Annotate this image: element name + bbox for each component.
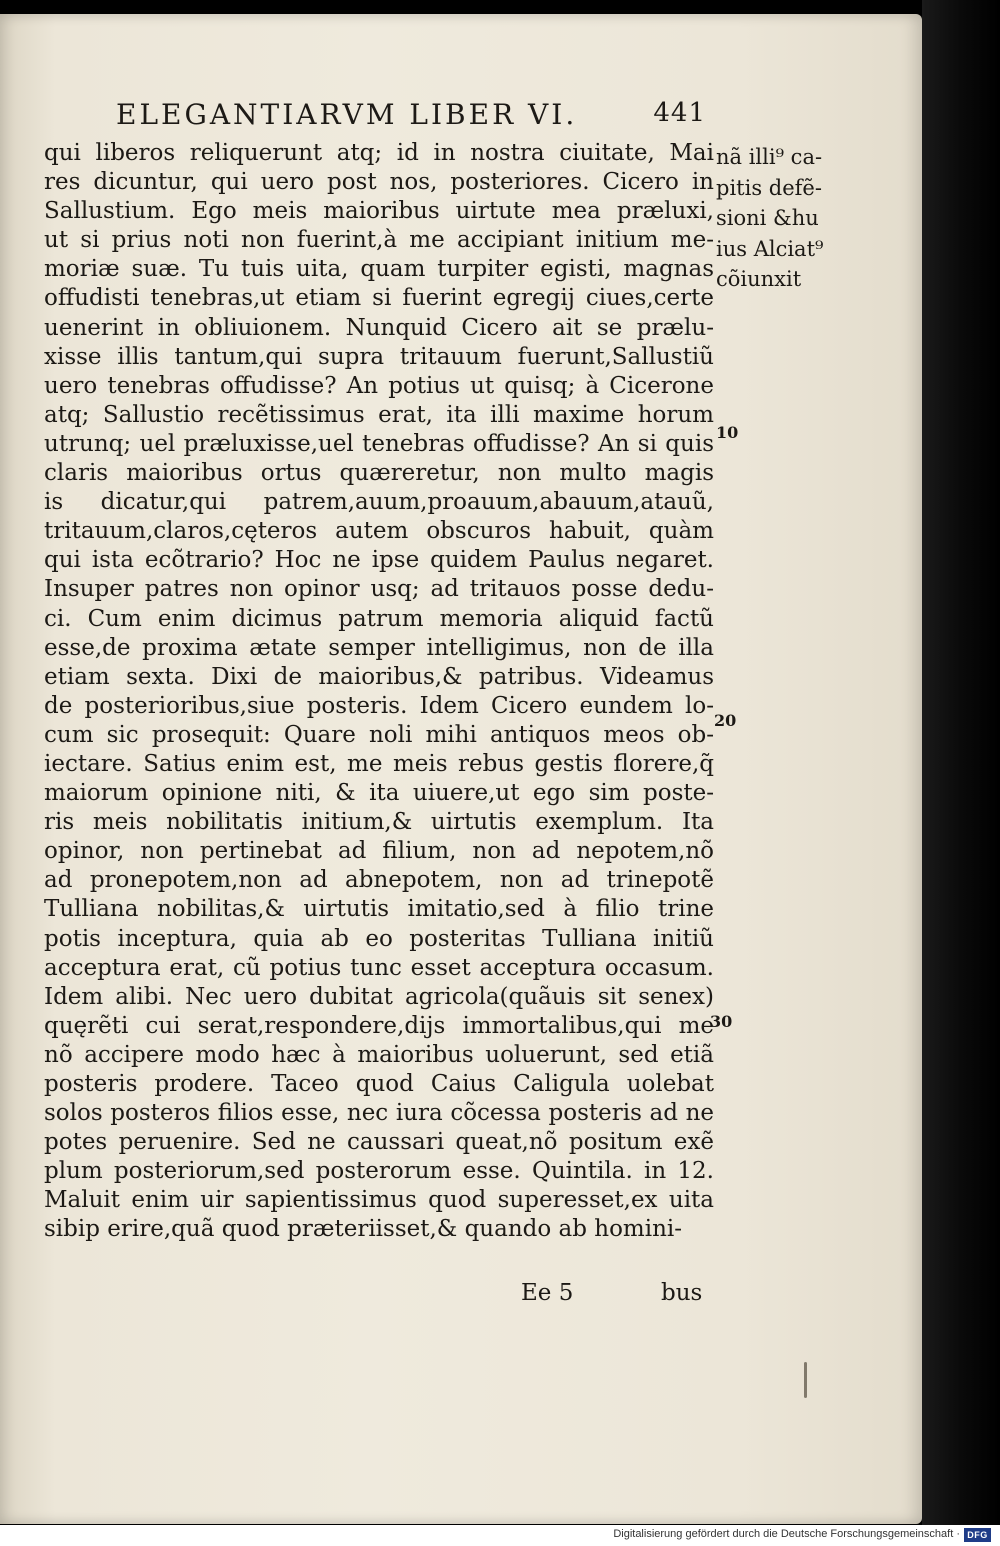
text-line: solos posteros filios esse, nec iura cõcessa posteris ad ne: [44, 1100, 714, 1127]
margin-note-line: pitis defẽ-: [716, 175, 822, 200]
text-line: iectare. Satius enim est, me meis rebus gestis florere,q̃: [44, 750, 714, 777]
text-line: Idem alibi. Nec uero dubitat agricola(quãuis sit senex): [44, 983, 714, 1010]
line-number-30: 30: [710, 1012, 733, 1031]
text-line: Sallustium. Ego meis maioribus uirtute mea præluxi,: [44, 198, 714, 225]
margin-note-line: cõiunxit: [716, 267, 802, 291]
text-line: de posterioribus,siue posteris. Idem Cicero eundem lo-: [44, 692, 714, 719]
line-number-20: 20: [714, 711, 737, 730]
book-edge-shadow: [922, 0, 1000, 1525]
text-line: atq; Sallustio recẽtissimus erat, ita illi maxime horum: [44, 401, 714, 428]
catchword: bus: [661, 1280, 703, 1306]
text-line: plum posteriorum,sed posterorum esse. Quintila. in 12.: [44, 1158, 714, 1185]
text-line: potis inceptura, quia ab eo posteritas Tulliana initiũ: [44, 925, 714, 952]
text-line: potes peruenire. Sed ne caussari queat,nõ positum exẽ: [44, 1129, 714, 1156]
text-line: posteris prodere. Taceo quod Caius Caligula uolebat: [44, 1071, 714, 1097]
text-line: maiorum opinione niti, & ita uiuere,ut ego sim poste-: [44, 780, 714, 807]
footer-bar: [0, 1525, 1000, 1546]
margin-note-line: ius Alciat⁹: [716, 236, 824, 261]
text-line: Tulliana nobilitas,& uirtutis imitatio,sed à filio trine: [44, 896, 714, 923]
text-line: sibip erire,quã quod præteriisset,& quando ab homini-: [44, 1216, 683, 1243]
text-line: claris maioribus ortus quæreretur, non multo magis: [44, 460, 714, 487]
text-line: cum sic prosequit: Quare noli mihi antiquos meos ob-: [44, 721, 714, 748]
text-line: ut si prius noti non fuerint,à me accipiant initium me-: [44, 227, 714, 254]
pencil-mark: [804, 1362, 807, 1398]
footer-credit: Digitalisierung gefördert durch die Deutsche Forschungsgemeinschaft ·: [613, 1528, 960, 1540]
text-line: utrunq; uel præluxisse,uel tenebras offudisse? An si quis: [44, 430, 714, 457]
text-line: esse,de proxima ætate semper intelligimus, non de illa: [44, 634, 714, 661]
text-line: xisse illis tantum,qui supra tritauum fuerunt,Sallustiũ: [44, 343, 714, 370]
text-line: tritauum,claros,cęteros autem obscuros habuit, quàm: [44, 518, 714, 545]
text-line: quęrẽti cui serat,respondere,dijs immortalibus,qui me: [44, 1012, 714, 1039]
text-line: acceptura erat, cũ potius tunc esset acceptura occasum.: [44, 954, 714, 981]
signature-mark: Ee 5: [521, 1280, 574, 1306]
text-line: ris meis nobilitatis initium,& uirtutis exemplum. Ita: [44, 809, 714, 836]
running-head-title: ELEGANTIARVM LIBER VI.: [116, 98, 578, 131]
running-head: [116, 98, 706, 131]
text-line: nõ accipere modo hæc à maioribus uoluerunt, sed etiã: [44, 1041, 714, 1068]
text-line: ci. Cum enim dicimus patrum memoria aliquid factũ: [44, 605, 714, 632]
margin-note-line: nã illi⁹ ca-: [716, 145, 823, 169]
text-line: ad pronepotem,non ad abnepotem, non ad trinepotẽ: [44, 867, 714, 894]
text-line: qui liberos reliquerunt atq; id in nostra ciuitate, Mai: [44, 140, 714, 166]
dfg-logo: DFG: [964, 1528, 991, 1542]
text-line: Maluit enim uir sapientissimus quod superesset,ex uita: [44, 1187, 714, 1214]
margin-note: [716, 142, 840, 295]
text-line: opinor, non pertinebat ad filium, non ad nepotem,nõ: [44, 838, 714, 865]
text-line: is dicatur,qui patrem,auum,proauum,abauum,atauũ,: [44, 489, 714, 516]
text-line: qui ista ecõtrario? Hoc ne ipse quidem Paulus negaret.: [44, 547, 714, 574]
page-number: 441: [653, 98, 706, 128]
text-line: res dicuntur, qui uero post nos, posteriores. Cicero in: [44, 169, 714, 196]
text-line: moriæ suæ. Tu tuis uita, quam turpiter egisti, magnas: [44, 256, 714, 283]
line-number-10: 10: [716, 423, 739, 442]
text-line: uenerint in obliuionem. Nunquid Cicero ait se prælu-: [44, 314, 714, 341]
margin-note-line: sioni &hu: [716, 206, 819, 230]
text-line: etiam sexta. Dixi de maioribus,& patribus. Videamus: [44, 663, 714, 690]
text-line: offudisti tenebras,ut etiam si fuerint egregij ciues,certe: [44, 285, 714, 312]
body-text: [44, 139, 714, 1245]
text-line: uero tenebras offudisse? An potius ut quisq; à Cicerone: [44, 372, 714, 399]
text-line: Insuper patres non opinor usq; ad tritauos posse dedu-: [44, 576, 714, 603]
